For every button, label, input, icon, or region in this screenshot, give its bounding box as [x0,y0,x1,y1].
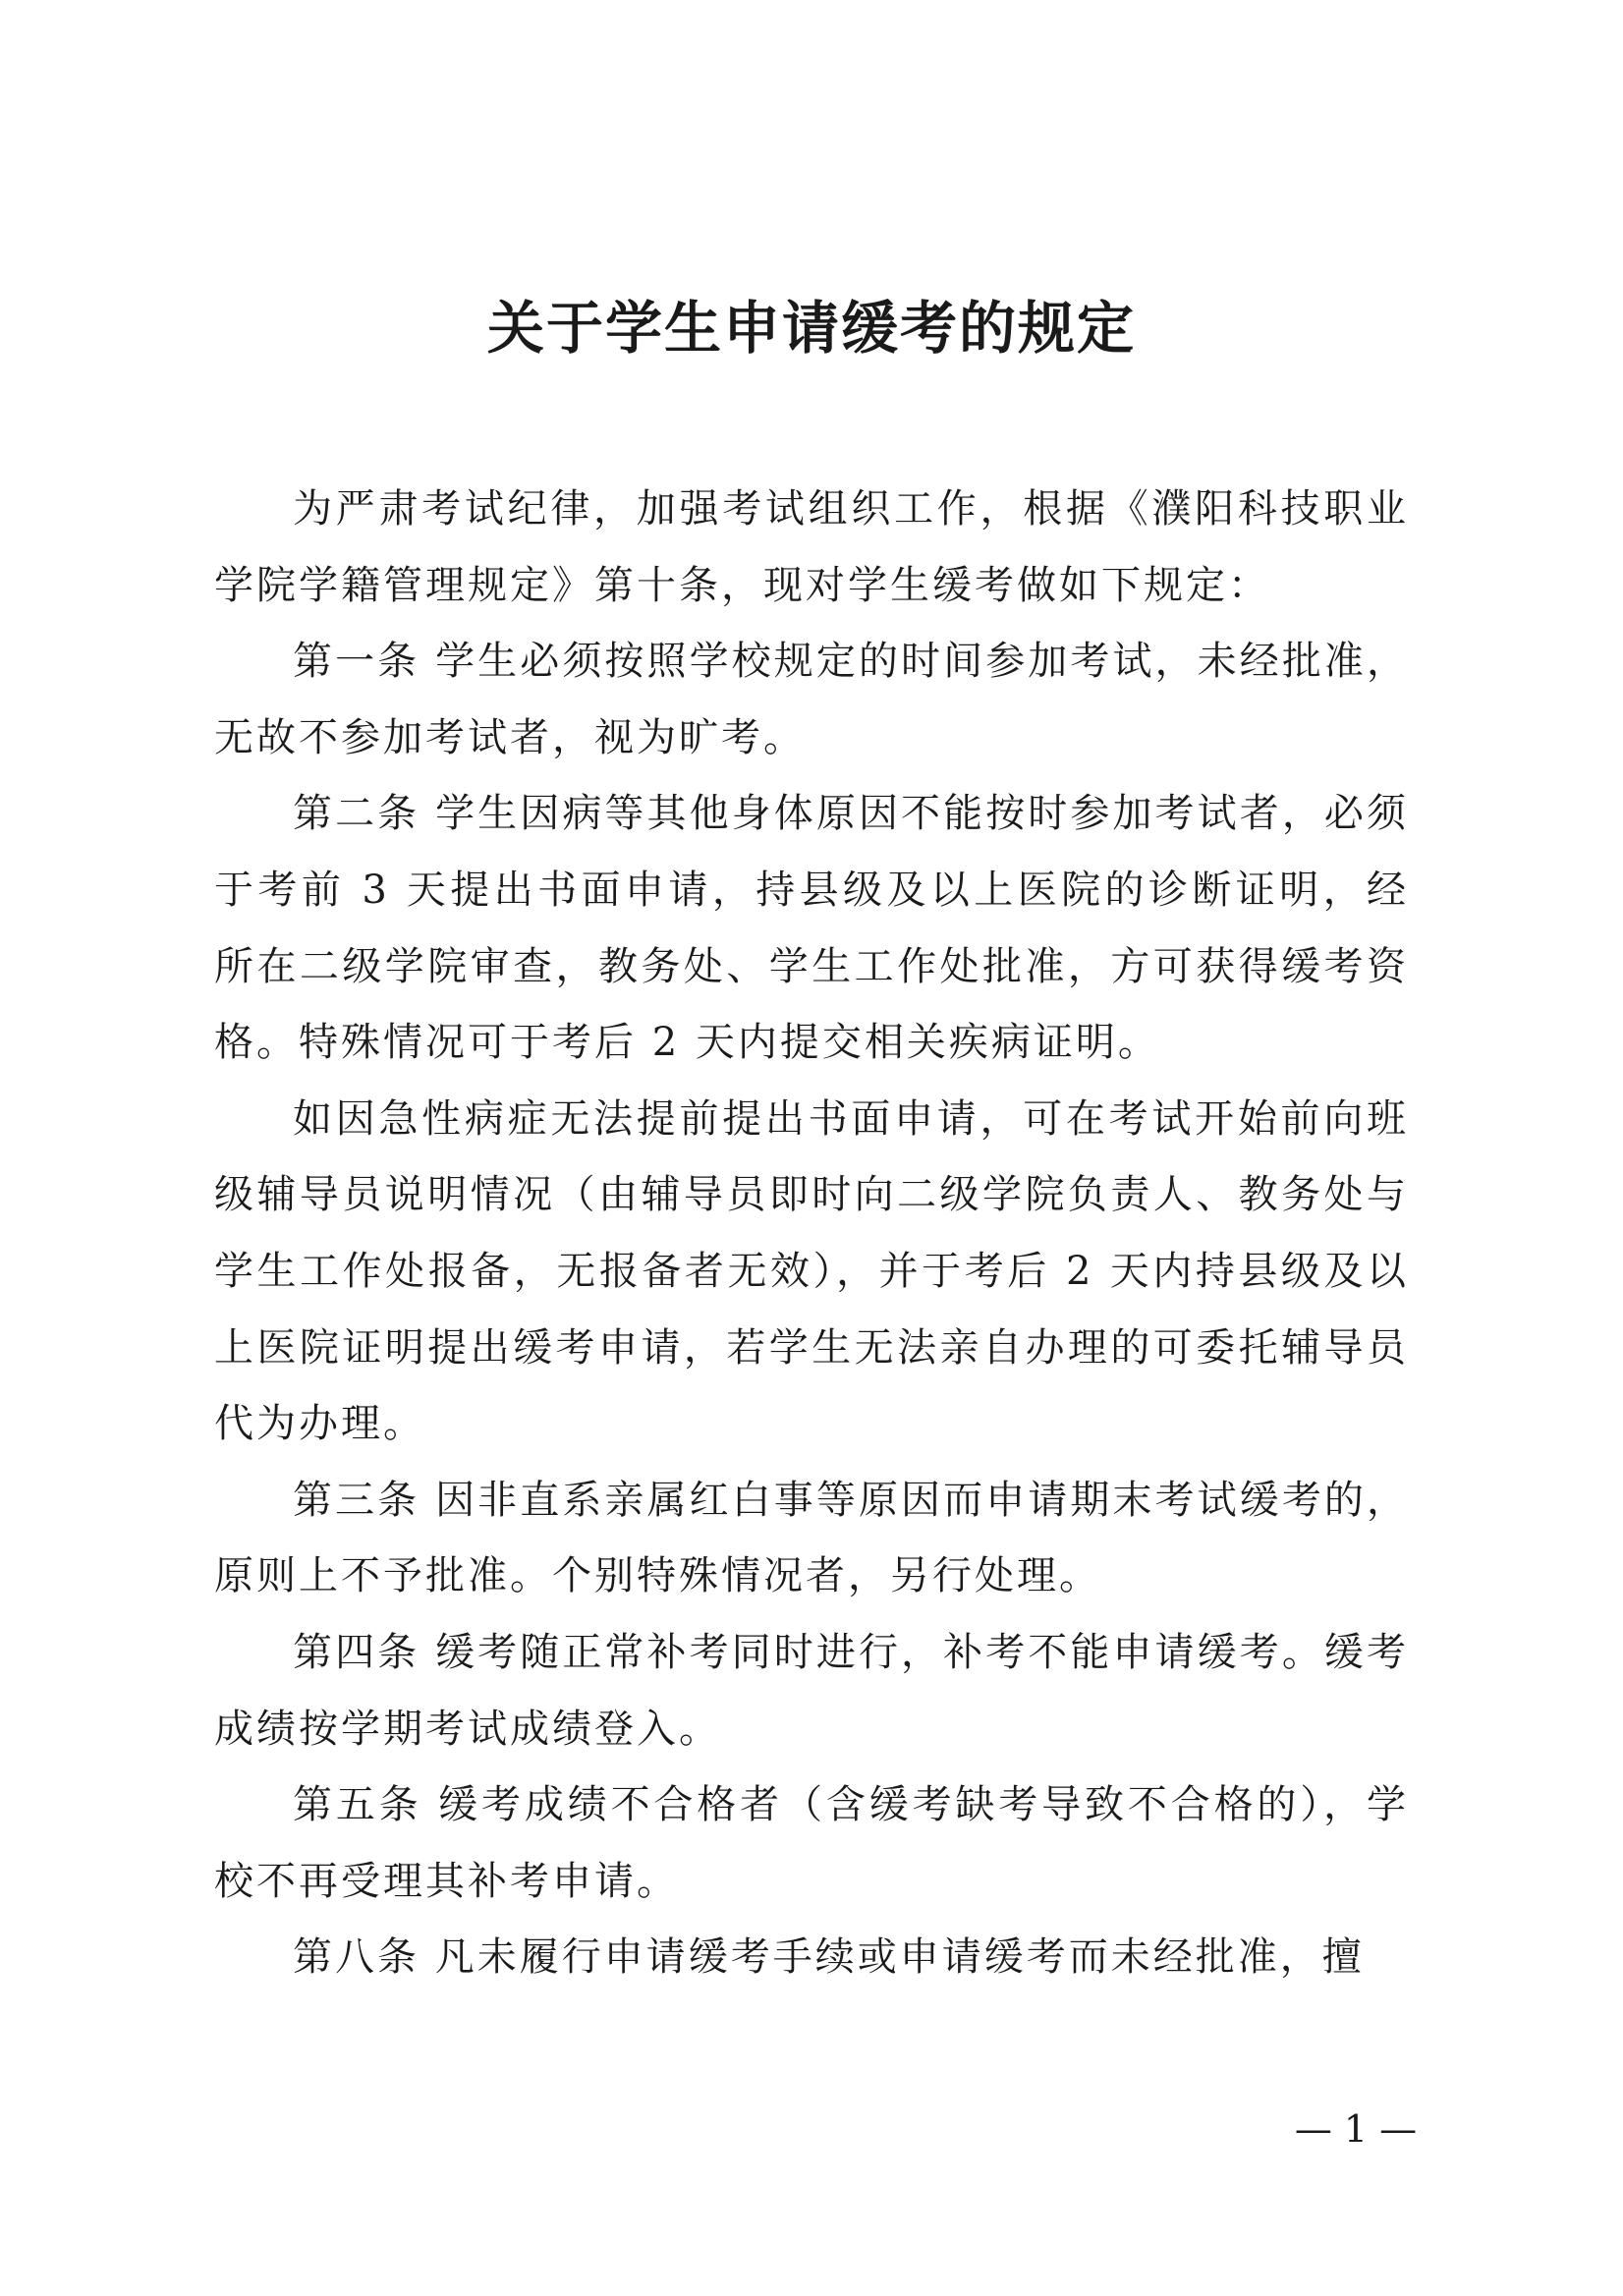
paragraph-article-8: 第八条 凡未履行申请缓考手续或申请缓考而未经批准，擅 [293,1934,1365,1981]
document-title: 关于学生申请缓考的规定 [486,295,1136,362]
paragraph-intro: 为严肃考试纪律，加强考试组织工作，根据《濮阳科技职业学院学籍管理规定》第十条，现对学生缓考做如下规定： [214,486,1409,608]
document-body [214,472,1409,1996]
paragraph-article-5: 第五条 缓考成绩不合格者（含缓考缺考导致不合格的），学校不再受理其补考申请。 [214,1782,1409,1904]
paragraph-article-2: 第二条 学生因病等其他身体原因不能按时参加考试者，必须于考前 3 天提出书面申请，持县级及以上医院的诊断证明，经所在二级学院审查，教务处、学生工作处批准，方可获得缓考资格。特殊情况可于考后 2 天内提交相关疾病证明。 [214,791,1409,1066]
paragraph-article-1: 第一条 学生必须按照学校规定的时间参加考试，未经批准，无故不参加考试者，视为旷考。 [214,639,1409,760]
page-number: — 1 — [1294,2107,1418,2151]
paragraph-article-2-supplement: 如因急性病症无法提前提出书面申请，可在考试开始前向班级辅导员说明情况（由辅导员即时向二级学院负责人、教务处与学生工作处报备，无报备者无效），并于考后 2 天内持县级及以上医院证明提出缓考申请，若学生无法亲自办理的可委托辅导员代为办理。 [214,1095,1409,1447]
paragraph-article-4: 第四条 缓考随正常补考同时进行，补考不能申请缓考。缓考成绩按学期考试成绩登入。 [214,1629,1409,1752]
paragraph-article-3: 第三条 因非直系亲属红白事等原因而申请期末考试缓考的，原则上不予批准。个别特殊情况者，另行处理。 [214,1477,1409,1599]
